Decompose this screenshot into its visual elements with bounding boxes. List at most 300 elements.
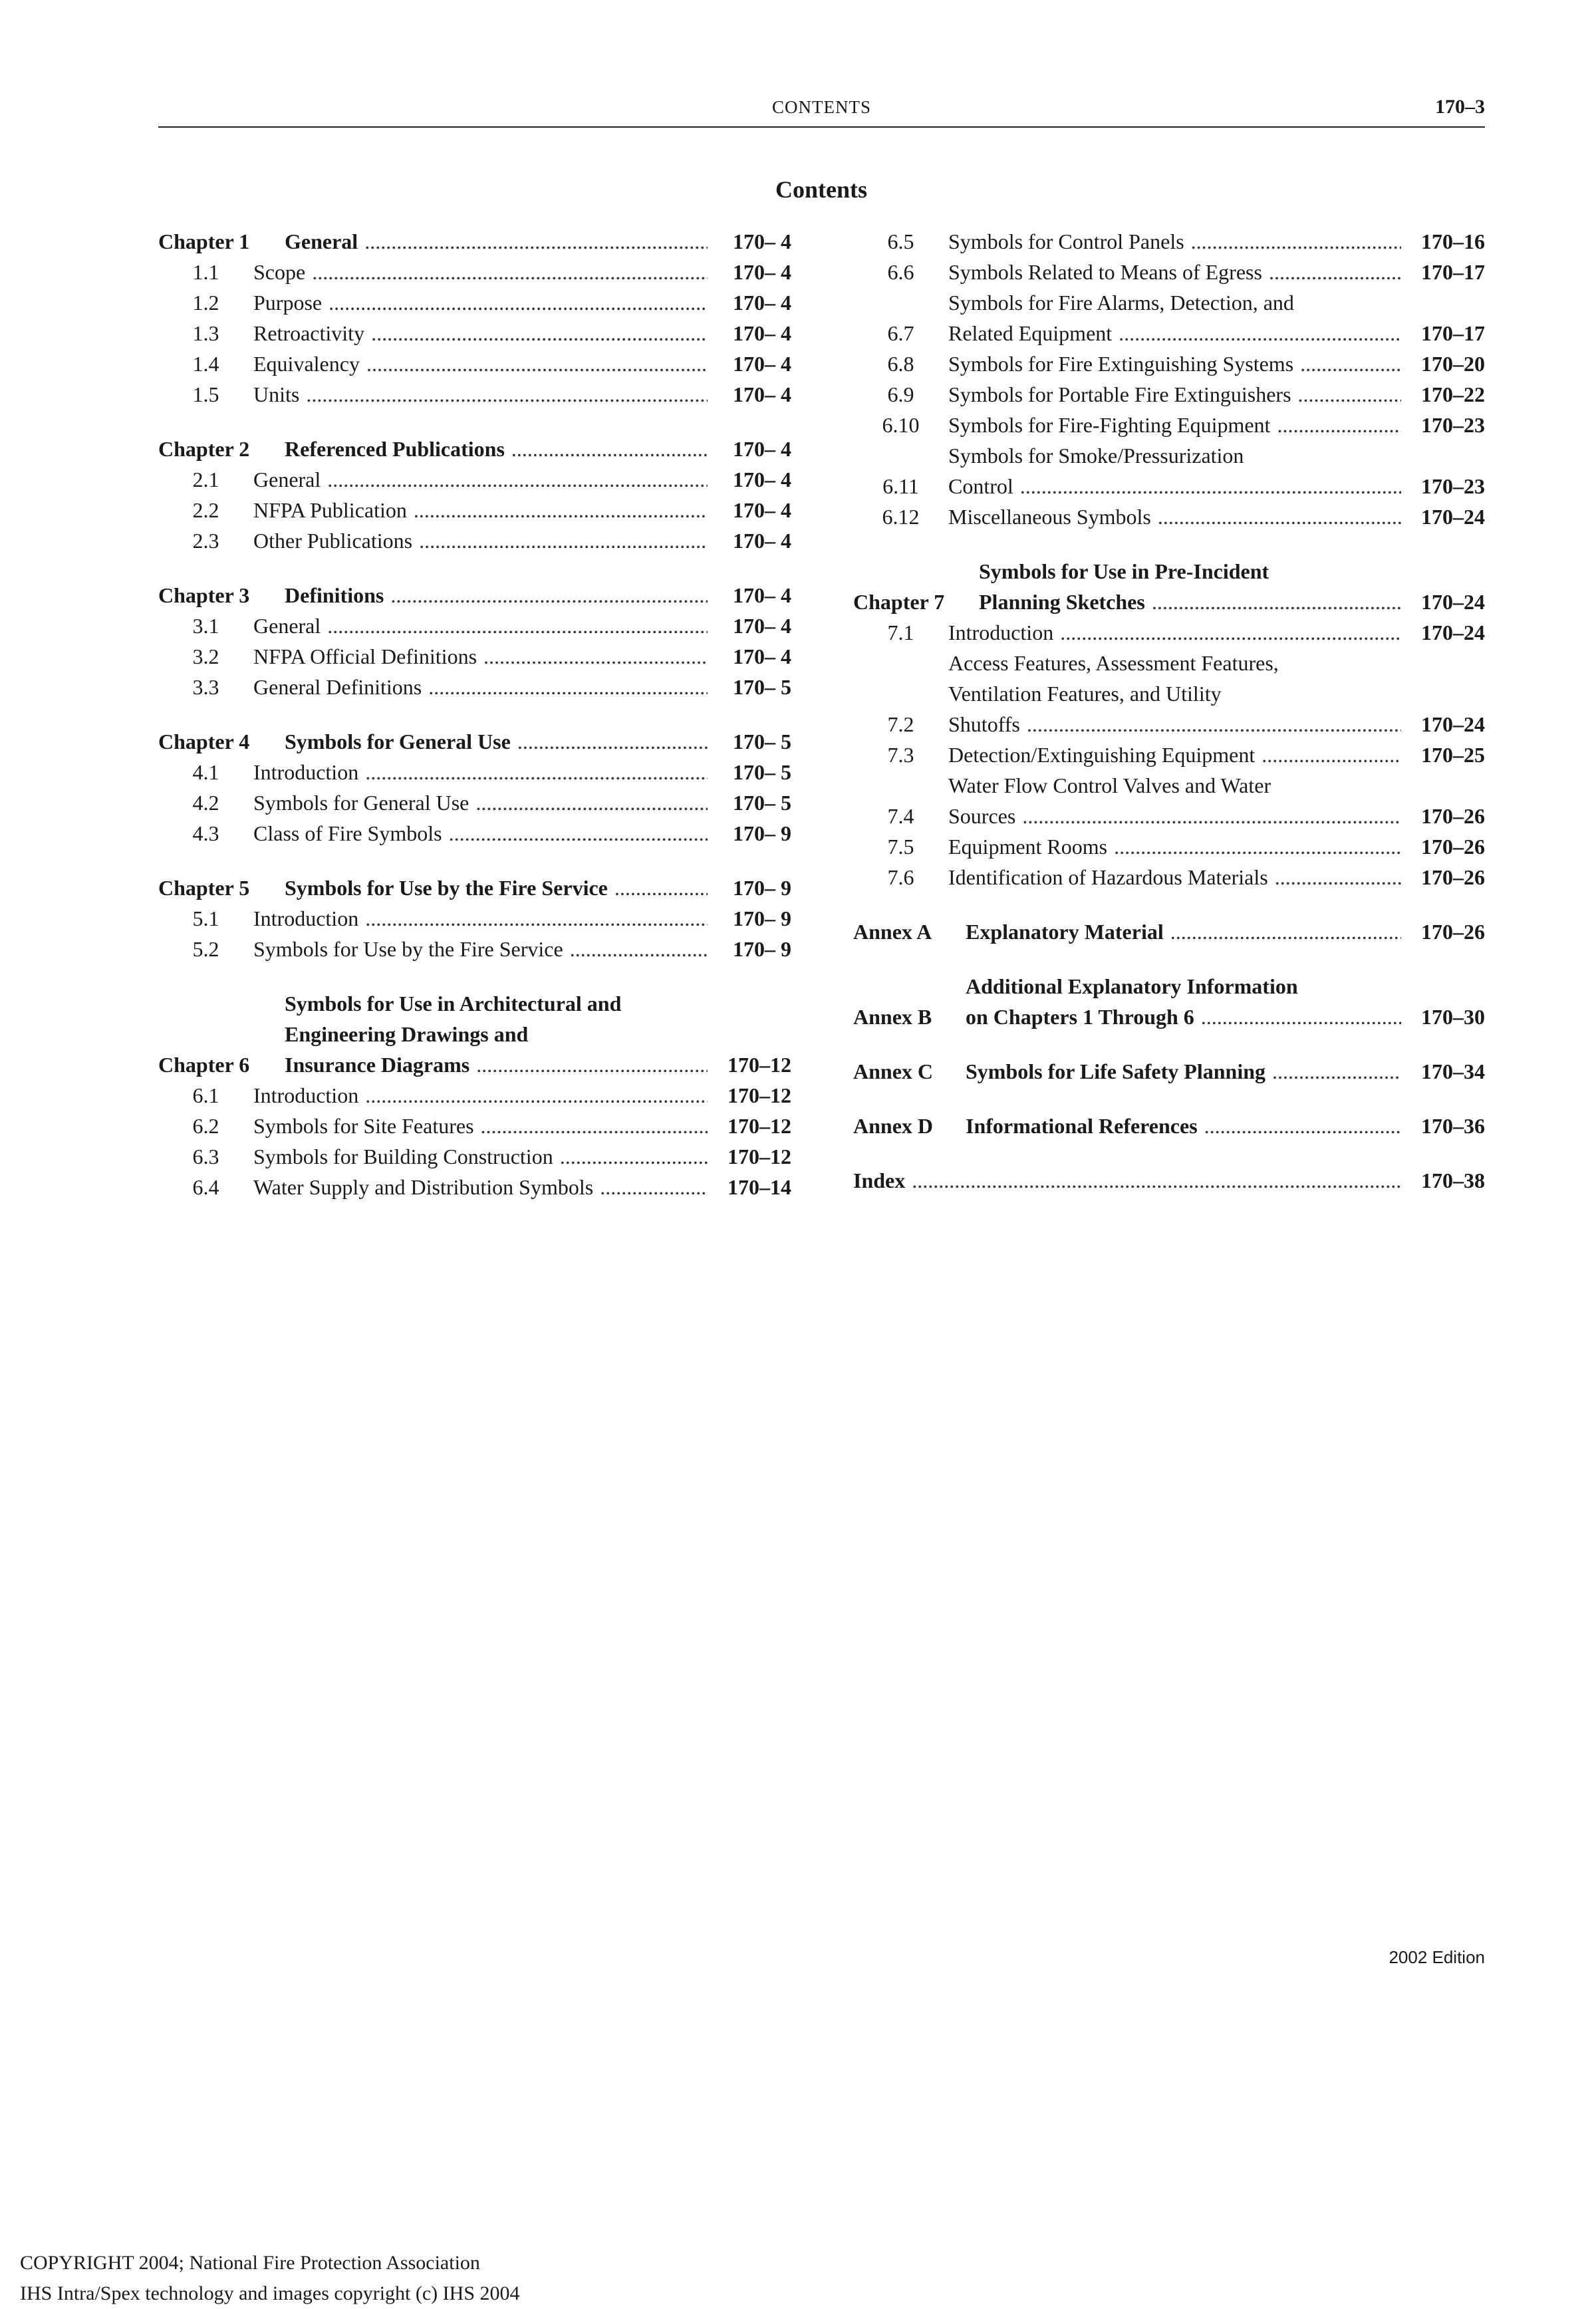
toc-entry-chapter[interactable] xyxy=(158,226,791,257)
toc-entry-number: 4.1 xyxy=(192,760,219,784)
toc-entry-number: 4.2 xyxy=(192,791,219,815)
toc-entry-title xyxy=(253,379,712,410)
toc-title-line: Detection/Extinguishing Equipment xyxy=(948,743,1256,767)
dot-leader xyxy=(1027,709,1401,740)
toc-entry-number: 3.2 xyxy=(192,644,219,668)
toc-entry-title xyxy=(966,1056,1405,1087)
running-header-title: CONTENTS xyxy=(772,97,871,117)
toc-entry-number: 3.3 xyxy=(192,675,219,699)
toc-page-number: 170–38 xyxy=(1421,1168,1485,1192)
toc-entry-sec[interactable] xyxy=(158,787,791,818)
toc-entry-title xyxy=(948,862,1405,892)
toc-entry-number: 6.2 xyxy=(192,1114,219,1138)
toc-title-line: Symbols for Fire Extinguishing Systems xyxy=(948,352,1294,376)
toc-entry-title xyxy=(253,1080,712,1111)
toc-entry-title xyxy=(285,726,712,757)
toc-title-line: Identification of Hazardous Materials xyxy=(948,865,1268,889)
toc-entry-sec[interactable] xyxy=(853,862,1485,892)
dot-leader xyxy=(517,726,708,757)
toc-entry-title xyxy=(979,556,1405,617)
toc-entry-number: 7.3 xyxy=(887,743,914,767)
toc-page-number: 170– 4 xyxy=(733,352,791,376)
toc-entry-title xyxy=(253,611,712,641)
toc-page-number: 170–24 xyxy=(1421,712,1485,736)
dot-leader xyxy=(1191,226,1401,257)
toc-entry-title xyxy=(253,318,712,348)
dot-leader xyxy=(476,1049,708,1080)
toc-entry-number: 6.10 xyxy=(882,413,920,437)
toc-spacer xyxy=(853,892,1485,916)
toc-entry-number: 5.1 xyxy=(192,906,219,930)
toc-entry-sec[interactable] xyxy=(158,525,791,556)
toc-entry-number: 1.3 xyxy=(192,321,219,345)
toc-entry-title xyxy=(948,648,1405,740)
toc-page-number: 170– 5 xyxy=(733,760,791,784)
toc-title-line: General xyxy=(285,229,358,253)
toc-entry-title xyxy=(948,379,1405,410)
dot-leader xyxy=(1272,1056,1401,1087)
toc-entry-sec[interactable] xyxy=(158,1080,791,1111)
dot-leader xyxy=(1119,318,1401,348)
toc-page-number: 170–24 xyxy=(1421,505,1485,529)
toc-entry-number: 2.3 xyxy=(192,529,219,553)
toc-entry-title xyxy=(948,770,1405,831)
toc-page-number: 170–12 xyxy=(728,1114,791,1138)
toc-entry-title xyxy=(948,501,1405,532)
toc-title-line: Retroactivity xyxy=(253,321,365,345)
toc-entry-sec[interactable] xyxy=(158,318,791,348)
toc-entry-title xyxy=(948,287,1405,348)
toc-page-number: 170– 4 xyxy=(733,229,791,253)
toc-page-number: 170–12 xyxy=(728,1083,791,1107)
toc-title-line: Equipment Rooms xyxy=(948,835,1108,859)
toc-title-line: Class of Fire Symbols xyxy=(253,821,442,845)
toc-entry-number: 6.7 xyxy=(887,321,914,345)
dot-leader xyxy=(1275,862,1401,892)
toc-entry-title xyxy=(853,1165,1405,1196)
toc-entry-title xyxy=(253,757,712,787)
toc-title-line: Related Equipment xyxy=(948,321,1113,345)
toc-entry-number: 4.3 xyxy=(192,821,219,845)
toc-page-number: 170–23 xyxy=(1421,413,1485,437)
toc-entry-title xyxy=(966,916,1405,947)
page-header xyxy=(158,94,1485,128)
toc-entry-title xyxy=(253,1172,712,1202)
toc-page-number: 170–24 xyxy=(1421,620,1485,644)
toc-page-number: 170– 4 xyxy=(733,583,791,607)
toc-title-line: Symbols for Control Panels xyxy=(948,229,1184,253)
toc-entry-title xyxy=(253,495,712,525)
toc-page-number: 170– 4 xyxy=(733,437,791,461)
toc-entry-number: 6.4 xyxy=(192,1175,219,1199)
toc-entry-title xyxy=(253,903,712,934)
toc-title-line: Introduction xyxy=(253,906,359,930)
toc-page-number: 170– 4 xyxy=(733,382,791,406)
toc-entry-number: 2.2 xyxy=(192,498,219,522)
dot-leader xyxy=(1020,471,1401,501)
copyright-line: COPYRIGHT 2004; National Fire Protection Association xyxy=(20,2252,480,2274)
toc-entry-number: 5.2 xyxy=(192,937,219,961)
toc-title-line: General Definitions xyxy=(253,675,422,699)
toc-entry-number: 6.5 xyxy=(887,229,914,253)
toc-entry-sec[interactable] xyxy=(853,648,1485,740)
toc-title-line: Control xyxy=(948,474,1013,498)
dot-leader xyxy=(1277,410,1401,440)
toc-entry-title xyxy=(253,1111,712,1141)
toc-entry-title xyxy=(948,740,1405,770)
toc-entry-title xyxy=(253,464,712,495)
toc-title-line: Introduction xyxy=(948,620,1054,644)
toc-entry-number: 6.3 xyxy=(192,1145,219,1168)
dot-leader xyxy=(366,348,708,379)
toc-entry-title xyxy=(948,226,1405,257)
toc-entry-number: Annex A xyxy=(853,920,932,944)
toc-entry-number: Chapter 7 xyxy=(853,590,945,614)
toc-entry-title xyxy=(285,873,712,903)
toc-entry-title xyxy=(253,641,712,672)
toc-entry-annex[interactable] xyxy=(853,971,1485,1032)
toc-entry-annex[interactable] xyxy=(853,916,1485,947)
toc-title-line: NFPA Official Definitions xyxy=(253,644,477,668)
toc-entry-number: Annex B xyxy=(853,1005,932,1029)
toc-title-line: Other Publications xyxy=(253,529,413,553)
toc-entry-number: 6.12 xyxy=(882,505,920,529)
toc-title-line: Purpose xyxy=(253,291,323,315)
toc-entry-number: 6.1 xyxy=(192,1083,219,1107)
toc-title-line: Water Supply and Distribution Symbols xyxy=(253,1175,594,1199)
toc-entry-title xyxy=(253,934,712,964)
toc-entry-chapter[interactable] xyxy=(158,873,791,903)
toc-entry-number: 7.1 xyxy=(887,620,914,644)
toc-page-number: 170–26 xyxy=(1421,804,1485,828)
dot-leader xyxy=(365,903,708,934)
toc-spacer xyxy=(158,702,791,726)
toc-page-number: 170–23 xyxy=(1421,474,1485,498)
toc-page-number: 170–26 xyxy=(1421,835,1485,859)
toc-entry-chapter[interactable] xyxy=(158,434,791,464)
dot-leader xyxy=(560,1141,708,1172)
dot-leader xyxy=(371,318,708,348)
toc-page-number: 170– 4 xyxy=(733,468,791,491)
toc-entry-chapter[interactable] xyxy=(158,988,791,1080)
toc-title-line: Symbols for Building Construction xyxy=(253,1145,553,1168)
toc-entry-title xyxy=(253,1141,712,1172)
toc-page-number: 170– 4 xyxy=(733,291,791,315)
toc-entry-number: 7.2 xyxy=(887,712,914,736)
toc-title-line: Shutoffs xyxy=(948,712,1020,736)
toc-entry-number: Chapter 4 xyxy=(158,730,250,753)
toc-title-line: Symbols for General Use xyxy=(253,791,469,815)
dot-leader xyxy=(1158,501,1401,532)
toc-entry-title xyxy=(966,1111,1405,1141)
toc-page-number: 170–20 xyxy=(1421,352,1485,376)
toc-spacer xyxy=(853,1087,1485,1111)
toc-title-line: Symbols for General Use xyxy=(285,730,511,753)
toc-entry-number: Chapter 6 xyxy=(158,1053,250,1077)
toc-title-line: Introduction xyxy=(253,760,359,784)
toc-entry-index[interactable] xyxy=(853,1165,1485,1196)
toc-spacer xyxy=(853,1141,1485,1165)
dot-leader xyxy=(419,525,708,556)
toc-entry-chapter[interactable] xyxy=(158,726,791,757)
toc-entry-chapter[interactable] xyxy=(853,556,1485,617)
toc-entry-number: 1.2 xyxy=(192,291,219,315)
toc-entry-title xyxy=(285,580,712,611)
toc-spacer xyxy=(853,947,1485,971)
toc-spacer xyxy=(853,1032,1485,1056)
toc-entry-title xyxy=(948,410,1405,440)
contents-heading: Contents xyxy=(775,176,867,203)
toc-page-number: 170–26 xyxy=(1421,865,1485,889)
toc-title-line: Additional Explanatory Information xyxy=(966,974,1298,998)
toc-page-number: 170– 9 xyxy=(733,876,791,900)
toc-entry-title xyxy=(253,257,712,287)
toc-entry-sec[interactable] xyxy=(853,770,1485,831)
toc-title-line: Symbols Related to Means of Egress xyxy=(948,260,1262,284)
toc-page-number: 170– 4 xyxy=(733,529,791,553)
toc-entry-title xyxy=(253,818,712,849)
toc-page-number: 170– 9 xyxy=(733,937,791,961)
toc-entry-number: 6.9 xyxy=(887,382,914,406)
dot-leader xyxy=(1152,587,1401,617)
toc-entry-title xyxy=(253,525,712,556)
toc-entry-sec[interactable] xyxy=(853,410,1485,440)
toc-page-number: 170– 4 xyxy=(733,498,791,522)
toc-entry-number: 7.5 xyxy=(887,835,914,859)
toc-entry-title xyxy=(253,287,712,318)
toc-title-line: Definitions xyxy=(285,583,384,607)
toc-entry-annex[interactable] xyxy=(853,1056,1485,1087)
toc-entry-number: 7.4 xyxy=(887,804,914,828)
toc-entry-title xyxy=(285,226,712,257)
dot-leader xyxy=(481,1111,708,1141)
toc-page-number: 170–36 xyxy=(1421,1114,1485,1138)
dot-leader xyxy=(449,818,708,849)
toc-entry-number: 1.1 xyxy=(192,260,219,284)
toc-title-line: Units xyxy=(253,382,300,406)
toc-title-line: NFPA Publication xyxy=(253,498,407,522)
toc-title-line: General xyxy=(253,614,321,638)
toc-page-number: 170– 4 xyxy=(733,644,791,668)
dot-leader xyxy=(312,257,708,287)
toc-entry-title xyxy=(253,348,712,379)
dot-leader xyxy=(1060,617,1401,648)
dot-leader xyxy=(1022,801,1401,831)
toc-entry-sec[interactable] xyxy=(158,611,791,641)
toc-entry-number: Chapter 1 xyxy=(158,229,250,253)
toc-title-line: Introduction xyxy=(253,1083,359,1107)
toc-page-number: 170–25 xyxy=(1421,743,1485,767)
toc-entry-sec[interactable] xyxy=(853,740,1485,770)
toc-entry-title xyxy=(285,434,712,464)
toc-page-number: 170–14 xyxy=(728,1175,791,1199)
dot-leader xyxy=(327,611,708,641)
toc-entry-sec[interactable] xyxy=(853,257,1485,287)
dot-leader xyxy=(327,464,708,495)
toc-entry-sec[interactable] xyxy=(853,831,1485,862)
toc-entry-sec[interactable] xyxy=(158,641,791,672)
dot-leader xyxy=(365,757,708,787)
toc-entry-sec[interactable] xyxy=(853,348,1485,379)
toc-entry-number: Annex D xyxy=(853,1114,934,1138)
toc-spacer xyxy=(158,964,791,988)
toc-left-column xyxy=(158,226,791,1202)
toc-entry-title xyxy=(948,617,1405,648)
toc-entry-sec[interactable] xyxy=(158,1111,791,1141)
dot-leader xyxy=(1204,1111,1401,1141)
toc-title-line: Symbols for Use by the Fire Service xyxy=(253,937,563,961)
toc-title-line: Symbols for Life Safety Planning xyxy=(966,1059,1265,1083)
toc-title-line: on Chapters 1 Through 6 xyxy=(966,1005,1194,1029)
dot-leader xyxy=(483,641,708,672)
toc-title-line: Index xyxy=(853,1168,906,1192)
toc-page-number: 170– 5 xyxy=(733,730,791,753)
toc-entry-sec[interactable] xyxy=(853,501,1485,532)
toc-title-line: Symbols for Fire-Fighting Equipment xyxy=(948,413,1271,437)
toc-entry-title xyxy=(285,988,712,1080)
toc-title-line: Symbols for Use in Pre-Incident xyxy=(979,559,1269,583)
toc-page-number: 170– 5 xyxy=(733,675,791,699)
dot-leader xyxy=(364,226,708,257)
copyright-notice xyxy=(20,2248,520,2309)
toc-title-line: Sources xyxy=(948,804,1016,828)
dot-leader xyxy=(570,934,708,964)
toc-title-line: Symbols for Smoke/Pressurization xyxy=(948,444,1244,468)
toc-title-line: Equivalency xyxy=(253,352,360,376)
running-header-page-number: 170–3 xyxy=(1435,96,1485,118)
toc-entry-sec[interactable] xyxy=(158,379,791,410)
toc-spacer xyxy=(158,556,791,580)
toc-entry-title xyxy=(948,348,1405,379)
toc-title-line: Symbols for Site Features xyxy=(253,1114,474,1138)
dot-leader xyxy=(912,1165,1401,1196)
dot-leader xyxy=(1262,740,1401,770)
toc-entry-title xyxy=(948,440,1405,501)
toc-entry-number: Chapter 5 xyxy=(158,876,250,900)
toc-page-number: 170–24 xyxy=(1421,590,1485,614)
dot-leader xyxy=(329,287,708,318)
dot-leader xyxy=(1170,916,1401,947)
toc-entry-number: 1.5 xyxy=(192,382,219,406)
toc-entry-sec[interactable] xyxy=(158,464,791,495)
toc-entry-number: 3.1 xyxy=(192,614,219,638)
toc-entry-sec[interactable] xyxy=(853,226,1485,257)
toc-page-number: 170–17 xyxy=(1421,321,1485,345)
toc-entry-sec[interactable] xyxy=(158,757,791,787)
toc-page-number: 170–22 xyxy=(1421,382,1485,406)
dot-leader xyxy=(1300,348,1401,379)
toc-right-column xyxy=(853,226,1485,1196)
toc-entry-title xyxy=(948,831,1405,862)
toc-title-line: Explanatory Material xyxy=(966,920,1164,944)
toc-page-number: 170–12 xyxy=(728,1145,791,1168)
toc-spacer xyxy=(158,849,791,873)
toc-entry-number: Chapter 3 xyxy=(158,583,250,607)
dot-leader xyxy=(365,1080,708,1111)
toc-page-number: 170– 5 xyxy=(733,791,791,815)
toc-page-number: 170–16 xyxy=(1421,229,1485,253)
toc-entry-number: Chapter 2 xyxy=(158,437,250,461)
toc-entry-sec[interactable] xyxy=(853,617,1485,648)
toc-spacer xyxy=(853,532,1485,556)
dot-leader xyxy=(1201,1002,1401,1032)
toc-entry-number: Annex C xyxy=(853,1059,934,1083)
dot-leader xyxy=(475,787,708,818)
toc-page-number: 170– 4 xyxy=(733,260,791,284)
dot-leader xyxy=(306,379,708,410)
toc-entry-title xyxy=(966,971,1405,1032)
toc-title-line: Symbols for Portable Fire Extinguishers xyxy=(948,382,1291,406)
toc-page-number: 170– 4 xyxy=(733,321,791,345)
toc-title-line: Access Features, Assessment Features, xyxy=(948,651,1279,675)
toc-entry-number: 6.6 xyxy=(887,260,914,284)
toc-entry-sec[interactable] xyxy=(158,495,791,525)
toc-title-line: Symbols for Use in Architectural and xyxy=(285,992,622,1016)
toc-entry-sec[interactable] xyxy=(853,440,1485,501)
toc-entry-sec[interactable] xyxy=(853,379,1485,410)
toc-entry-sec[interactable] xyxy=(158,818,791,849)
dot-leader xyxy=(1269,257,1401,287)
toc-page-number: 170– 4 xyxy=(733,614,791,638)
toc-title-line: Symbols for Use by the Fire Service xyxy=(285,876,608,900)
toc-title-line: Miscellaneous Symbols xyxy=(948,505,1151,529)
toc-page-number: 170–30 xyxy=(1421,1005,1485,1029)
toc-entry-title xyxy=(948,257,1405,287)
toc-entry-number: 1.4 xyxy=(192,352,219,376)
toc-page-number: 170– 9 xyxy=(733,906,791,930)
toc-title-line: Symbols for Fire Alarms, Detection, and xyxy=(948,291,1294,315)
toc-entry-sec[interactable] xyxy=(158,903,791,934)
dot-leader xyxy=(414,495,708,525)
toc-entry-sec[interactable] xyxy=(158,287,791,318)
toc-entry-annex[interactable] xyxy=(853,1111,1485,1141)
toc-entry-sec[interactable] xyxy=(853,287,1485,348)
toc-entry-sec[interactable] xyxy=(158,934,791,964)
toc-title-line: Referenced Publications xyxy=(285,437,505,461)
toc-page-number: 170– 9 xyxy=(733,821,791,845)
toc-entry-sec[interactable] xyxy=(158,257,791,287)
toc-page-number: 170–12 xyxy=(728,1053,791,1077)
toc-title-line: Insurance Diagrams xyxy=(285,1053,470,1077)
toc-title-line: Ventilation Features, and Utility xyxy=(948,682,1222,706)
toc-spacer xyxy=(158,410,791,434)
toc-entry-sec[interactable] xyxy=(158,1141,791,1172)
dot-leader xyxy=(428,672,708,702)
toc-entry-chapter[interactable] xyxy=(158,580,791,611)
edition-label: 2002 Edition xyxy=(1389,1947,1485,1967)
toc-entry-number: 7.6 xyxy=(887,865,914,889)
toc-entry-sec[interactable] xyxy=(158,672,791,702)
toc-title-line: Engineering Drawings and xyxy=(285,1022,529,1046)
toc-entry-sec[interactable] xyxy=(158,1172,791,1202)
dot-leader xyxy=(1114,831,1401,862)
toc-title-line: Informational References xyxy=(966,1114,1198,1138)
toc-title-line: Scope xyxy=(253,260,306,284)
dot-leader xyxy=(1298,379,1401,410)
toc-title-line: Planning Sketches xyxy=(979,590,1145,614)
dot-leader xyxy=(390,580,708,611)
dot-leader xyxy=(614,873,708,903)
toc-page-number: 170–17 xyxy=(1421,260,1485,284)
toc-page-number: 170–34 xyxy=(1421,1059,1485,1083)
copyright-line: IHS Intra/Spex technology and images copyright (c) IHS 2004 xyxy=(20,2282,520,2304)
toc-title-line: Water Flow Control Valves and Water xyxy=(948,773,1271,797)
toc-entry-sec[interactable] xyxy=(158,348,791,379)
toc-title-line: General xyxy=(253,468,321,491)
toc-entry-number: 6.8 xyxy=(887,352,914,376)
toc-entry-title xyxy=(253,787,712,818)
toc-entry-number: 6.11 xyxy=(882,474,919,498)
